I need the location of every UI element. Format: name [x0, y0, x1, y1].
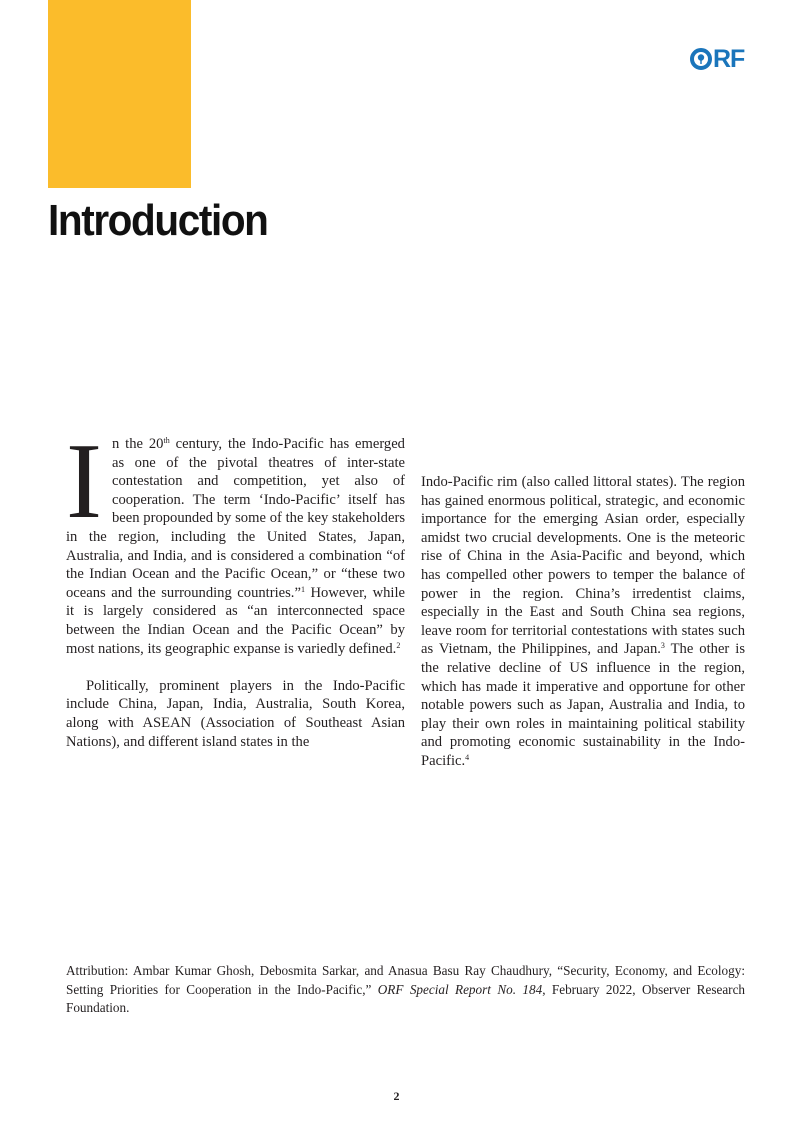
- page-number: 2: [393, 1089, 400, 1103]
- text-span: n the 20: [111, 436, 164, 452]
- left-column: [66, 422, 405, 751]
- attribution-report: ORF Special Report No. 184: [377, 981, 543, 997]
- right-paragraph-1: [421, 473, 745, 771]
- footnote-ref-4[interactable]: 4: [465, 752, 470, 762]
- orf-logo: [690, 46, 744, 72]
- footnote-ref-1[interactable]: 1: [300, 584, 305, 594]
- right-column: [421, 473, 745, 771]
- left-paragraph-1: [66, 422, 405, 658]
- attribution: [66, 962, 745, 1018]
- attribution-prefix: Attribution: Ambar Kumar Ghosh, Debosmita Sarkar, and Anasua Basu Ray Chaudhury, “Security, Economy, and Ecology: Setting Priorities for Cooperation in the Indo-Pacific,”: [66, 963, 745, 997]
- footnote-ref-3[interactable]: 3: [660, 641, 665, 651]
- text-span: The other is the relative decline of US influence in the region, which has made it imperative and opportune for other notable powers such as Japan, Australia and India, to play their own roles in maintaining political stability and promoting economic sustainability in the Indo-Pacific.: [421, 641, 746, 769]
- tree-icon: [695, 53, 707, 65]
- footnote-ref-2[interactable]: 2: [396, 640, 401, 650]
- text-span: Indo-Pacific rim (also called littoral states). The region has gained enormous political, strategic, and economic importance for the emerging Asian order, especially amidst two crucial developments. One is the meteoric rise of China in the Asia-Pacific and beyond, which has compelled other powers to temper the balance of power in the region. China’s irredentist claims, especially in the East and South China sea regions, leave room for territorial contestations with states such as Vietnam, the Philippines, and Japan.: [421, 474, 745, 658]
- text-span: However, while it is largely considered as “an interconnected space between the Indian Ocean and the Pacific Ocean” by most nations, its geographic expanse is variedly defined.: [66, 584, 405, 657]
- left-paragraph-2: Politically, prominent players in the Indo-Pacific include China, Japan, India, Australia, South Korea, along with ASEAN (Association of Southeast Asian Nations), and different island states in the: [66, 677, 405, 750]
- attribution-suffix: , February 2022, Observer Research Foundation.: [66, 981, 746, 1016]
- dropcap: I: [66, 422, 102, 541]
- accent-block: [48, 0, 191, 188]
- logo-o: [690, 48, 712, 70]
- superscript: th: [163, 436, 170, 445]
- text-span: century, the Indo-Pacific has emerged as one of the pivotal theatres of inter-state contestation and competition, yet also of cooperation. The term ‘Indo-Pacific’ itself has been propounded by some of the key stakeholders in the region, including the United States, Japan, Australia, and India, and is considered a combination “of the Indian Ocean and the Pacific Ocean,” or “these two oceans and the surrounding countries.”: [66, 436, 405, 601]
- logo-text: RF: [713, 44, 745, 73]
- page-title: Introduction: [48, 196, 268, 245]
